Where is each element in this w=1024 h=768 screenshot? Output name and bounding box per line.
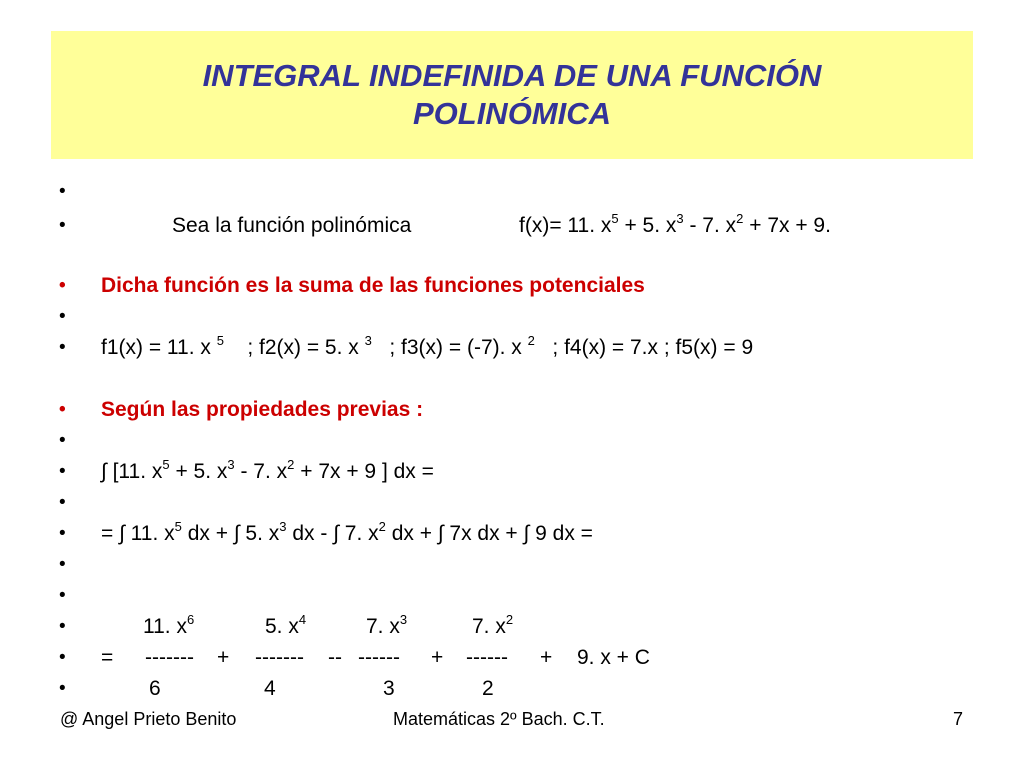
footer-course: Matemáticas 2º Bach. C.T. xyxy=(393,709,605,729)
bullet-marker: • xyxy=(59,399,66,420)
bullet-marker: • xyxy=(59,461,66,482)
fraction-bar-3: ------ xyxy=(358,646,400,669)
bullet-row-segun xyxy=(0,395,1024,425)
bullet-marker: • xyxy=(59,181,66,202)
function-intro-text: Sea la función polinómica xyxy=(172,214,412,237)
numerator-2: 5. $x^4$ xyxy=(265,612,307,638)
bullet-marker: • xyxy=(59,275,66,296)
bullet-row-empty xyxy=(0,550,1024,580)
plus-sign: + xyxy=(217,646,230,669)
bullet-row-numerators xyxy=(0,612,1024,642)
slide-title-line-1: INTEGRAL INDEFINIDA DE UNA FUNCIÓN xyxy=(202,58,822,93)
minus-sign: -- xyxy=(328,646,342,669)
bullet-row-power-functions xyxy=(0,333,1024,363)
integral-expression: ∫ [11. $x^5 + 5$. $x^3 - 7$. $x^2 + 7x + 9$ ] dx = xyxy=(101,457,434,483)
bullet-marker: • xyxy=(59,678,66,699)
slide-title-line-2: POLINÓMICA xyxy=(412,96,612,131)
denominator-1: 6 xyxy=(149,677,161,700)
plus-sign: + xyxy=(431,646,444,669)
bullet-marker: • xyxy=(59,215,66,236)
sum-statement: Dicha función es la suma de las funciones potenciales xyxy=(101,274,645,297)
fraction-bar-1: ------- xyxy=(145,646,194,669)
denominator-4: 2 xyxy=(482,677,494,700)
bullet-row-empty xyxy=(0,177,1024,207)
split-integral-expression: = ∫ 11. $x^5$ dx + ∫ 5. $x^3$ dx - ∫ 7. $x^2$ dx + ∫ 7x dx + ∫ 9 dx = xyxy=(101,519,593,545)
bullet-row-denominators xyxy=(0,674,1024,704)
bullet-row-integral xyxy=(0,457,1024,487)
bullet-row-dicha xyxy=(0,271,1024,301)
bullet-row-split-integral xyxy=(0,519,1024,549)
bullet-row-empty xyxy=(0,302,1024,332)
footer-author: @ Angel Prieto Benito xyxy=(60,709,237,729)
bullet-marker: • xyxy=(59,337,66,358)
constant-term: 9. x + C xyxy=(577,646,650,669)
bullet-row-fraction-line xyxy=(0,643,1024,673)
bullet-marker: • xyxy=(59,616,66,637)
power-functions-list: f1(x) = 11. x $^5$ ; f2(x) = 5. x $^3$ ; f3(x) = (-7). x $^2$ ; f4(x) = 7.x ; f5(x) = 9 xyxy=(101,333,754,359)
bullet-marker: • xyxy=(59,430,66,451)
bullet-row-empty xyxy=(0,581,1024,611)
plus-sign: + xyxy=(540,646,553,669)
denominator-3: 3 xyxy=(383,677,395,700)
bullet-marker: • xyxy=(59,523,66,544)
bullet-marker: • xyxy=(59,554,66,575)
fraction-bar-4: ------ xyxy=(466,646,508,669)
bullet-marker: • xyxy=(59,492,66,513)
bullet-marker: • xyxy=(59,585,66,606)
bullet-row-empty xyxy=(0,488,1024,518)
bullet-marker: • xyxy=(59,306,66,327)
title-box xyxy=(51,31,973,159)
fraction-bar-2: ------- xyxy=(255,646,304,669)
denominator-2: 4 xyxy=(264,677,276,700)
properties-statement: Según las propiedades previas : xyxy=(101,398,424,421)
function-expression: f(x)= 11. $x^5 + 5$. $x^3 - 7$. $x^2 + 7x + 9$. xyxy=(519,211,831,237)
bullet-marker: • xyxy=(59,647,66,668)
numerator-4: 7. $x^2$ xyxy=(472,612,514,638)
footer-page-number: 7 xyxy=(953,709,964,729)
bullet-row-empty xyxy=(0,426,1024,456)
numerator-3: 7. $x^3$ xyxy=(366,612,408,638)
equals-sign: = xyxy=(101,646,114,669)
bullet-row-function-definition xyxy=(0,211,1024,241)
numerator-1: 11. $x^6$ xyxy=(143,612,195,638)
